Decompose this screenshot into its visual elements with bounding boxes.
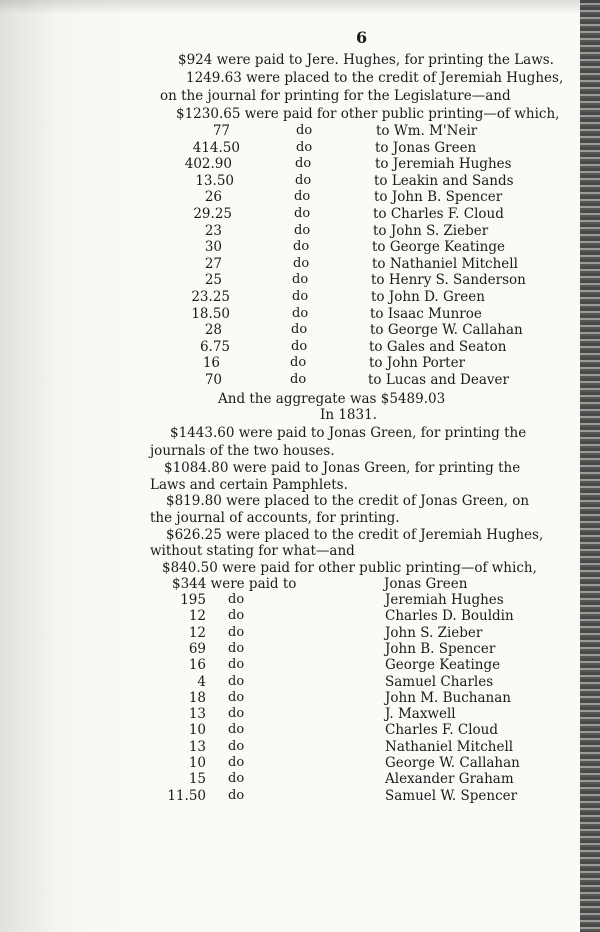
table-1831-name: Nathaniel Mitchell [385,739,514,755]
table-1831-first-name: Jonas Green [384,576,468,592]
table-1831-ditto: do [228,592,245,607]
year-heading: In 1831. [320,407,377,423]
table-1831-amount: 11.50 [167,788,206,804]
table-1830-amount: 13.50 [195,173,234,189]
table-1831-name: John B. Spencer [385,641,496,657]
table-1831-first-amount: $344 were paid to [172,576,297,592]
paragraph-1831-line-6: the journal of accounts, for printing. [150,510,400,526]
table-1831-amount: 12 [188,625,206,641]
table-1830-name: to John Porter [369,355,466,371]
intro-line-2: 1249.63 were placed to the credit of Jeremiah Hughes, [186,70,564,86]
table-1830-ditto: do [294,223,311,238]
table-1830-name: to John B. Spencer [374,189,503,205]
table-1830-ditto: do [295,156,312,171]
table-1830-amount: 26 [204,189,222,205]
table-1830-amount: 18.50 [191,306,230,322]
table-1830-amount: 402.90 [184,156,232,172]
intro-line-1: $924 were paid to Jere. Hughes, for printing the Laws. [178,52,554,68]
table-1831-ditto: do [228,674,245,689]
table-1830-name: to Lucas and Deaver [368,372,509,388]
table-1831-name: George Keatinge [385,657,501,673]
table-1830-name: to Gales and Seaton [369,339,507,355]
table-1830-name: to Henry S. Sanderson [371,272,526,288]
table-1831-ditto: do [228,739,245,754]
table-1831-ditto: do [228,706,245,721]
table-1831-name: Charles F. Cloud [385,722,499,738]
table-1830-amount: 16 [202,355,220,371]
table-1831-name: J. Maxwell [385,706,456,722]
table-1830-name: to Nathaniel Mitchell [372,256,518,272]
table-1830-amount: 27 [204,256,222,272]
table-1831-amount: 69 [188,641,206,657]
table-1831-ditto: do [228,690,245,705]
table-1830-amount: 29.25 [193,206,232,222]
table-1831-amount: 13 [188,706,206,722]
table-1831-amount: 18 [188,690,206,706]
intro-line-3: on the journal for printing for the Legislature—and [160,88,511,104]
table-1830-amount: 23.25 [191,289,230,305]
table-1831-name: Samuel Charles [385,674,494,690]
table-1830-amount: 70 [204,372,222,388]
table-1830-name: to Wm. M'Neir [376,123,478,139]
paragraph-1831-line-2: journals of the two houses. [150,443,335,459]
table-1830-name: to George Keatinge [372,239,505,255]
table-1830-ditto: do [296,123,313,138]
paragraph-1831-line-1: $1443.60 were paid to Jonas Green, for printing the [170,425,527,441]
paragraph-1831-line-7: $626.25 were placed to the credit of Jeremiah Hughes, [166,527,544,543]
table-1830-ditto: do [294,189,311,204]
table-1831-amount: 10 [188,755,206,771]
table-1830-name: to Isaac Munroe [370,306,482,322]
table-1831-name: John M. Buchanan [385,690,511,706]
paragraph-1831-line-4: Laws and certain Pamphlets. [150,477,348,493]
table-1831-amount: 4 [197,674,206,690]
table-1831-ditto: do [228,771,245,786]
table-1830-name: to John S. Zieber [373,223,489,239]
table-1831-amount: 13 [188,739,206,755]
table-1831-name: Charles D. Bouldin [385,608,514,624]
table-1830-name: to Jeremiah Hughes [375,156,512,172]
table-1831-ditto: do [228,657,245,672]
table-1831-amount: 16 [188,657,206,673]
paragraph-1831-line-3: $1084.80 were paid to Jonas Green, for printing the [164,460,521,476]
table-1831-name: George W. Callahan [385,755,520,771]
table-1830-ditto: do [293,239,310,254]
table-1830-name: to Jonas Green [375,140,477,156]
table-1830-amount: 28 [204,322,222,338]
table-1831-name: Samuel W. Spencer [385,788,518,804]
table-1830-name: to John D. Green [371,289,485,305]
table-1830-ditto: do [295,173,312,188]
table-1830-amount: 77 [212,123,230,139]
table-1831-name: Jeremiah Hughes [385,592,504,608]
table-1831-amount: 195 [180,592,206,608]
table-1831-name: John S. Zieber [385,625,483,641]
page-shadow-left [0,0,150,932]
table-1831-ditto: do [228,625,245,640]
table-1831-amount: 10 [188,722,206,738]
table-1830-ditto: do [292,306,309,321]
table-1830-amount: 23 [204,223,222,239]
intro-line-4: $1230.65 were paid for other public printing—of which, [176,106,560,122]
aggregate-line: And the aggregate was $5489.03 [218,391,446,407]
table-1830-ditto: do [290,372,307,387]
book-spine-edge [580,0,600,932]
table-1831-name: Alexander Graham [385,771,514,787]
table-1830-amount: 30 [204,239,222,255]
table-1830-ditto: do [294,206,311,221]
table-1830-amount: 6.75 [199,339,230,355]
table-1831-ditto: do [228,788,245,803]
table-1831-ditto: do [228,722,245,737]
paragraph-1831-line-8: without stating for what—and [150,543,355,559]
page-shadow-top [0,0,600,14]
table-1830-name: to Charles F. Cloud [373,206,504,222]
page-number: 6 [356,28,368,47]
table-1831-amount: 12 [188,608,206,624]
table-1830-name: to Leakin and Sands [374,173,514,189]
table-1830-ditto: do [291,322,308,337]
table-1831-ditto: do [228,608,245,623]
table-1830-ditto: do [290,355,307,370]
table-1831-amount: 15 [188,771,206,787]
table-1830-ditto: do [291,339,308,354]
table-1830-ditto: do [292,272,309,287]
table-1830-ditto: do [293,256,310,271]
table-1830-name: to George W. Callahan [370,322,523,338]
paragraph-1831-line-9: $840.50 were paid for other public printing—of which, [162,560,537,576]
table-1831-ditto: do [228,641,245,656]
paragraph-1831-line-5: $819.80 were placed to the credit of Jonas Green, on [166,493,530,509]
table-1831-ditto: do [228,755,245,770]
table-1830-ditto: do [296,140,313,155]
table-1830-amount: 25 [204,272,222,288]
table-1830-amount: 414.50 [192,140,240,156]
table-1830-ditto: do [292,289,309,304]
